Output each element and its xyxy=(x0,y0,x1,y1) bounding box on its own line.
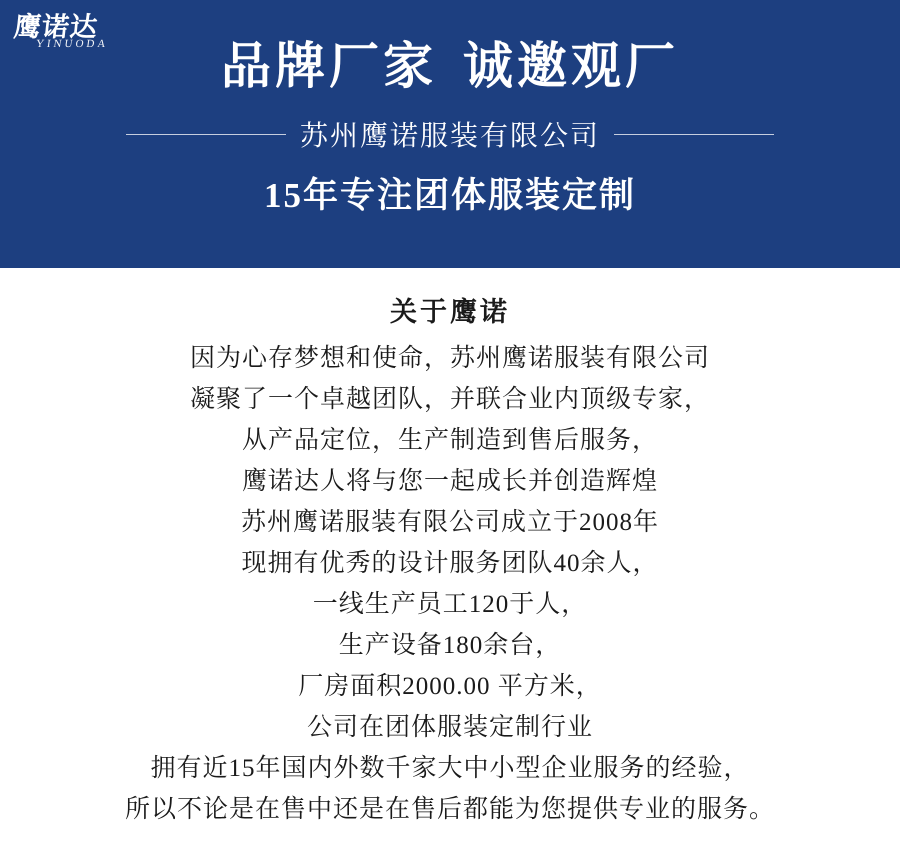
hero-banner xyxy=(0,0,900,268)
about-line: 现拥有优秀的设计服务团队40余人， xyxy=(241,550,659,577)
section-title: 关于鹰诺 xyxy=(390,297,510,327)
about-line: 凝聚了一个卓越团队，并联合业内顶级专家， xyxy=(189,386,710,413)
brand-logo-submark: YINUODA xyxy=(35,38,110,50)
banner-content xyxy=(0,0,900,218)
headline-right-text: 诚邀观厂 xyxy=(463,38,679,94)
brand-logo-text: 鹰诺达 xyxy=(12,12,100,42)
about-line: 鹰诺达人将与您一起成长并创造辉煌 xyxy=(241,468,658,495)
about-line: 拥有近15年国内外数千家大中小型企业服务的经验， xyxy=(150,755,750,782)
about-line: 因为心存梦想和使命，苏州鹰诺服装有限公司 xyxy=(189,345,710,372)
divider-left xyxy=(126,134,286,135)
about-line: 公司在团体服装定制行业 xyxy=(306,714,593,741)
headline-left-text: 品牌厂家 xyxy=(221,38,437,94)
about-paragraph xyxy=(0,338,900,830)
about-line: 生产设备180余台， xyxy=(338,632,562,659)
banner-headline xyxy=(0,36,900,96)
about-line: 所以不论是在售中还是在售后都能为您提供专业的服务。 xyxy=(124,796,775,823)
subtitle-row xyxy=(0,114,900,154)
banner-subtitle: 苏州鹰诺服装有限公司 xyxy=(299,121,600,152)
banner-tagline: 15年专注团体服装定制 xyxy=(263,176,636,215)
about-line: 从产品定位，生产制造到售后服务， xyxy=(241,427,658,454)
about-line: 一线生产员工120于人， xyxy=(312,591,588,618)
divider-right xyxy=(614,134,774,135)
about-line: 苏州鹰诺服装有限公司成立于2008年 xyxy=(240,509,659,536)
about-line: 厂房面积2000.00 平方米， xyxy=(298,673,602,700)
about-section xyxy=(0,268,900,830)
